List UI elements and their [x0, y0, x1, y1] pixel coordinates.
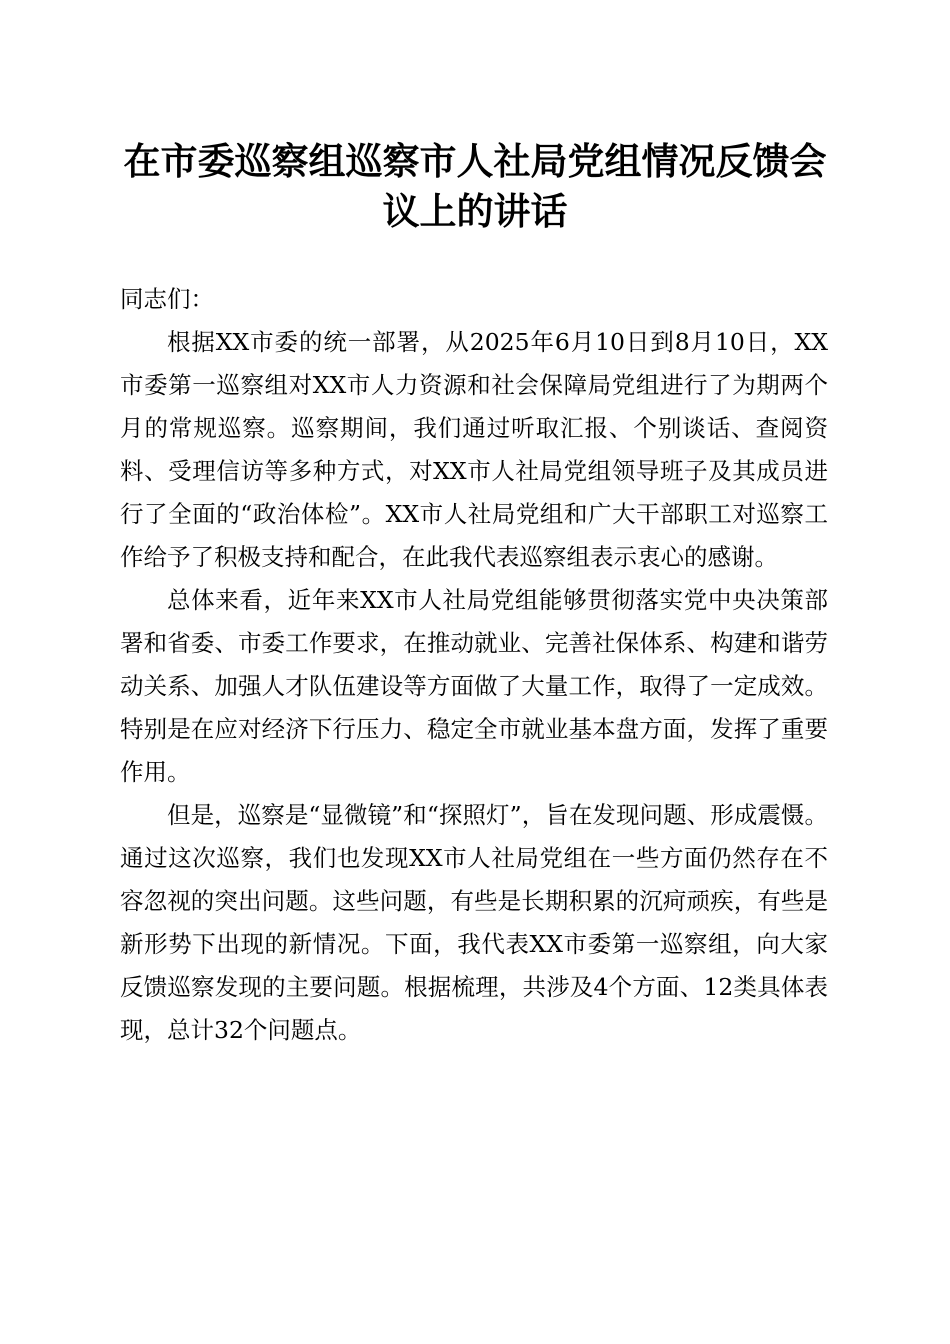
- salutation: 同志们：: [120, 285, 214, 313]
- paragraph-3: 但是，巡察是“显微镜”和“探照灯”，旨在发现问题、形成震慑。通过这次巡察，我们也发现XX市人社局党组在一些方面仍然存在不容忽视的突出问题。这些问题，有些是长期积累的沉疴顽疾，有些是新形势下出现的新情况。下面，我代表XX市委第一巡察组，向大家反馈巡察发现的主要问题。根据梳理，共涉及4个方面、12类具体表现，总计32个问题点。: [120, 801, 828, 1044]
- paragraph-1: 根据XX市委的统一部署，从2025年6月10日到8月10日，XX市委第一巡察组对XX市人力资源和社会保障局党组进行了为期两个月的常规巡察。巡察期间，我们通过听取汇报、个别谈话、查阅资料、受理信访等多种方式，对XX市人社局党组领导班子及其成员进行了全面的“政治体检”。XX市人社局党组和广大干部职工对巡察工作给予了积极支持和配合，在此我代表巡察组表示衷心的感谢。: [120, 328, 828, 571]
- document-body: [120, 278, 828, 1052]
- document-title: 在市委巡察组巡察市人社局党组情况反馈会议上的讲话: [123, 139, 827, 233]
- paragraph-2: 总体来看，近年来XX市人社局党组能够贯彻落实党中央决策部署和省委、市委工作要求，在推动就业、完善社保体系、构建和谐劳动关系、加强人才队伍建设等方面做了大量工作，取得了一定成效。特别是在应对经济下行压力、稳定全市就业基本盘方面，发挥了重要作用。: [120, 586, 828, 786]
